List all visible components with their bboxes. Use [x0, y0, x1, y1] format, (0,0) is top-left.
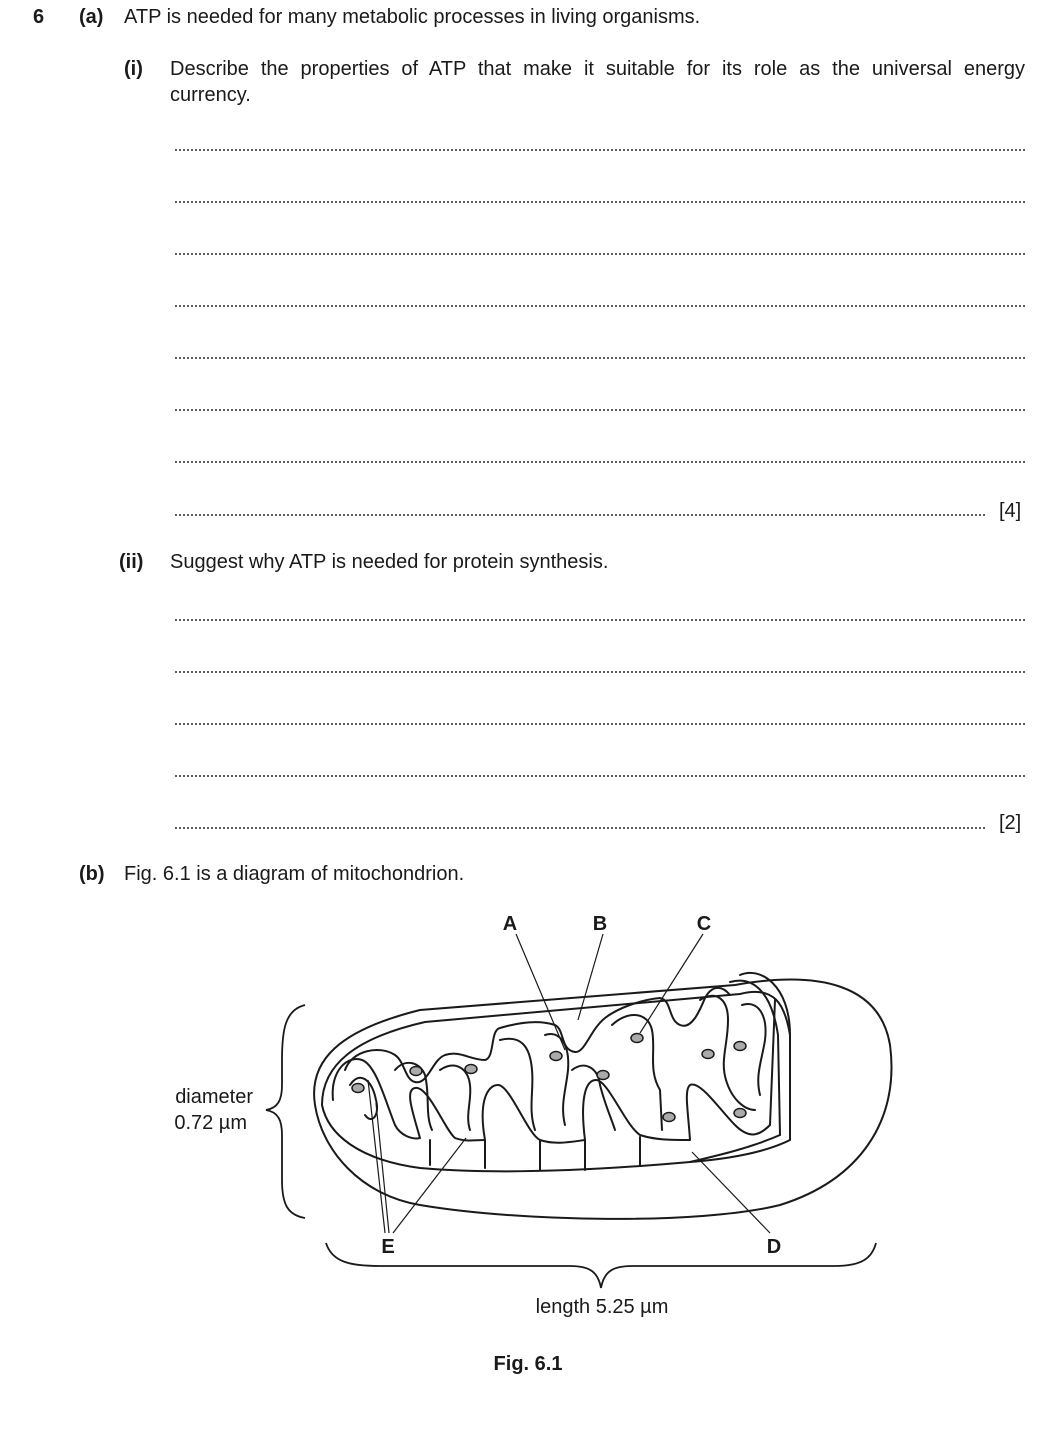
- answer-line-i-1[interactable]: [174, 149, 1025, 151]
- sub-i-text-line2: currency.: [170, 84, 251, 106]
- leader-line-A: [516, 934, 565, 1050]
- marks-ii: [2]: [999, 812, 1022, 834]
- length-brace: [326, 1243, 876, 1288]
- part-a-stem: ATP is needed for many metabolic processes in living organisms.: [124, 6, 701, 28]
- granule: [663, 1113, 675, 1122]
- cut-rim: [740, 973, 790, 1035]
- figure-caption: Fig. 6.1: [493, 1353, 563, 1375]
- marks-i: [4]: [999, 500, 1022, 522]
- inner-membrane-cristae: [333, 1000, 775, 1143]
- leader-line-E1: [368, 1080, 385, 1233]
- granule: [734, 1042, 746, 1051]
- label-C: C: [696, 913, 712, 935]
- answer-line-i-5[interactable]: [174, 357, 1025, 359]
- granule: [410, 1067, 422, 1076]
- label-A: A: [502, 913, 518, 935]
- leader-line-E3: [393, 1138, 466, 1233]
- answer-line-ii-2[interactable]: [174, 671, 1025, 673]
- answer-line-ii-1[interactable]: [174, 619, 1025, 621]
- answer-line-i-6[interactable]: [174, 409, 1025, 411]
- question-number: 6: [33, 6, 45, 28]
- label-B: B: [592, 913, 608, 935]
- length-label: length 5.25 µm: [535, 1296, 669, 1318]
- label-E: E: [381, 1236, 395, 1258]
- leader-line-E2: [376, 1103, 389, 1233]
- sub-ii-text: Suggest why ATP is needed for protein synthesis.: [170, 551, 609, 573]
- answer-line-i-4[interactable]: [174, 305, 1025, 307]
- answer-line-i-2[interactable]: [174, 201, 1025, 203]
- answer-line-ii-4[interactable]: [174, 775, 1025, 777]
- part-b-label: (b): [79, 863, 105, 885]
- leader-line-D: [692, 1152, 770, 1233]
- answer-line-i-3[interactable]: [174, 253, 1025, 255]
- diameter-brace: [266, 1005, 305, 1218]
- answer-line-ii-3[interactable]: [174, 723, 1025, 725]
- part-b-stem: Fig. 6.1 is a diagram of mitochondrion.: [124, 863, 465, 885]
- diameter-value: 0.72 µm: [174, 1112, 247, 1134]
- granule: [550, 1052, 562, 1061]
- granule: [352, 1084, 364, 1093]
- diameter-label: diameter: [175, 1086, 253, 1108]
- sub-ii-label: (ii): [119, 551, 144, 573]
- sub-i-text-line1: Describe the properties of ATP that make it suitable for its role as the universal energy: [170, 58, 1025, 80]
- label-D: D: [766, 1236, 782, 1258]
- granule: [734, 1109, 746, 1118]
- answer-line-ii-5[interactable]: [174, 827, 986, 829]
- sub-i-label: (i): [124, 58, 143, 80]
- outer-membrane: [314, 980, 891, 1219]
- granule: [702, 1050, 714, 1059]
- answer-line-i-8[interactable]: [174, 514, 986, 516]
- leader-line-B: [578, 934, 603, 1020]
- granule: [631, 1034, 643, 1043]
- granule: [597, 1071, 609, 1080]
- intermembrane-rim: [322, 992, 790, 1172]
- granule: [465, 1065, 477, 1074]
- leader-line-C: [640, 934, 703, 1033]
- answer-line-i-7[interactable]: [174, 461, 1025, 463]
- part-a-label: (a): [79, 6, 104, 28]
